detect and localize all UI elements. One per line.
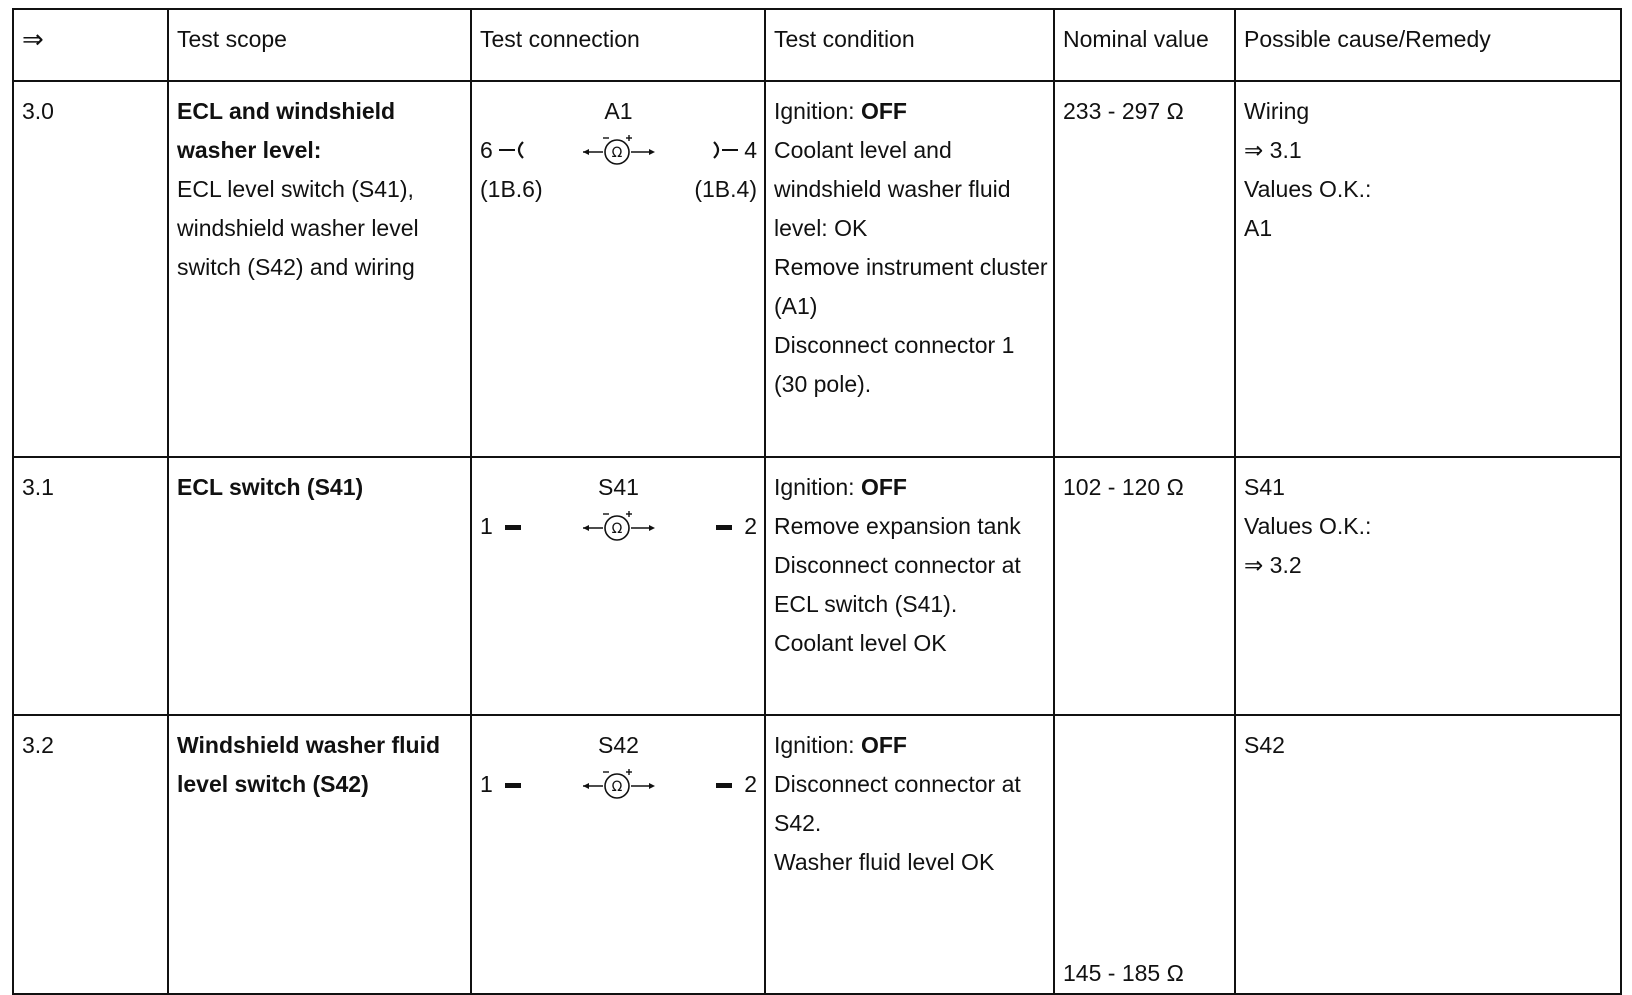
test-scope-title: washer level: <box>177 137 322 163</box>
header-row <box>13 9 1621 81</box>
test-condition-cell <box>765 81 1054 457</box>
pin-right <box>710 130 757 170</box>
test-scope-cell <box>168 715 471 994</box>
pin-left-number: 1 <box>480 770 493 797</box>
test-scope-cell <box>168 457 471 715</box>
condition-line: Remove instrument cluster <box>774 254 1048 280</box>
condition-line: (30 pole). <box>774 371 872 397</box>
plug-round-left-icon <box>499 130 527 170</box>
ignition-state: OFF <box>860 732 907 758</box>
test-connection-diagram <box>480 468 757 588</box>
pin-left <box>480 130 527 170</box>
test-connection-diagram <box>480 92 757 212</box>
table-row <box>13 81 1621 457</box>
component-label: A1 <box>604 98 633 124</box>
test-condition-cell <box>765 457 1054 715</box>
ignition-condition <box>774 468 1046 507</box>
plug-flat-right-icon <box>710 506 738 546</box>
test-scope-text: ECL level switch (S41), <box>177 176 414 202</box>
test-connection-cell <box>471 457 765 715</box>
pin-left <box>480 764 527 804</box>
test-scope-text: windshield washer level <box>177 215 419 241</box>
pin-left <box>480 506 527 546</box>
svg-text:Ω: Ω <box>611 779 622 795</box>
condition-line: Coolant level and <box>774 137 952 163</box>
nominal-value-cell <box>1054 715 1235 994</box>
possible-cause-cell <box>1235 457 1621 715</box>
condition-line: Disconnect connector 1 <box>774 332 1015 358</box>
condition-line: ECL switch (S41). <box>774 591 958 617</box>
test-scope-text: switch (S42) and wiring <box>177 254 415 280</box>
nominal-value: 145 - 185 Ω <box>1063 960 1184 986</box>
ohmmeter-icon <box>579 506 659 546</box>
test-table-sheet <box>12 8 1620 986</box>
plug-flat-left-icon <box>499 506 527 546</box>
test-connection-cell <box>471 715 765 994</box>
component-label: S42 <box>598 732 639 758</box>
condition-line: Disconnect connector at <box>774 771 1021 797</box>
cause-line: S42 <box>1244 732 1285 758</box>
test-connection-cell <box>471 81 765 457</box>
pin-right <box>710 764 757 804</box>
cause-line: A1 <box>1244 215 1273 241</box>
header-nominal-value: Nominal value <box>1054 9 1235 81</box>
nominal-value: 102 - 120 Ω <box>1063 474 1184 500</box>
ignition-condition <box>774 726 1046 765</box>
cause-line: ⇒ 3.2 <box>1244 552 1302 578</box>
pin-right-sublabel: (1B.4) <box>694 176 757 202</box>
condition-line: Disconnect connector at <box>774 552 1021 578</box>
cause-line: S41 <box>1244 474 1285 500</box>
ignition-label: Ignition: <box>774 98 861 124</box>
ignition-label: Ignition: <box>774 732 861 758</box>
header-test-condition: Test condition <box>765 9 1054 81</box>
nominal-value: 233 - 297 Ω <box>1063 98 1184 124</box>
condition-line: Washer fluid level OK <box>774 849 995 875</box>
possible-cause-cell <box>1235 715 1621 994</box>
plug-flat-left-icon <box>499 764 527 804</box>
test-scope-cell <box>168 81 471 457</box>
plug-flat-right-icon <box>710 764 738 804</box>
cause-line: Values O.K.: <box>1244 513 1372 539</box>
step-number: 3.0 <box>13 81 168 457</box>
ignition-label: Ignition: <box>774 474 861 500</box>
pin-right-number: 4 <box>744 136 757 163</box>
header-test-scope: Test scope <box>168 9 471 81</box>
nominal-value-cell <box>1054 81 1235 457</box>
header-possible-cause: Possible cause/Remedy <box>1235 9 1621 81</box>
table-row <box>13 715 1621 994</box>
possible-cause-cell <box>1235 81 1621 457</box>
pin-right-number: 2 <box>744 512 757 539</box>
test-condition-cell <box>765 715 1054 994</box>
condition-line: (A1) <box>774 293 818 319</box>
cause-line: ⇒ 3.1 <box>1244 137 1302 163</box>
svg-text:Ω: Ω <box>611 145 622 161</box>
condition-line: Remove expansion tank <box>774 513 1021 539</box>
ohmmeter-icon <box>579 764 659 804</box>
test-connection-diagram <box>480 726 757 846</box>
nominal-value-cell <box>1054 457 1235 715</box>
test-scope-title: level switch (S42) <box>177 771 369 797</box>
step-number: 3.1 <box>13 457 168 715</box>
pin-right <box>710 506 757 546</box>
ohmmeter-icon <box>579 130 659 170</box>
plug-round-right-icon <box>710 130 738 170</box>
header-step: ⇒ <box>13 9 168 81</box>
condition-line: windshield washer fluid <box>774 176 1011 202</box>
cause-line: Wiring <box>1244 98 1310 124</box>
table-row <box>13 457 1621 715</box>
condition-line: level: OK <box>774 215 868 241</box>
component-label: S41 <box>598 474 639 500</box>
step-number: 3.2 <box>13 715 168 994</box>
svg-text:Ω: Ω <box>611 521 622 537</box>
pin-left-number: 1 <box>480 512 493 539</box>
pin-left-sublabel: (1B.6) <box>480 176 543 202</box>
ignition-state: OFF <box>860 474 907 500</box>
ignition-state: OFF <box>860 98 907 124</box>
test-table <box>12 8 1622 995</box>
header-test-connection: Test connection <box>471 9 765 81</box>
condition-line: S42. <box>774 810 822 836</box>
cause-line: Values O.K.: <box>1244 176 1372 202</box>
test-scope-title: ECL and windshield <box>177 98 396 124</box>
pin-left-number: 6 <box>480 136 493 163</box>
test-scope-title: ECL switch (S41) <box>177 474 364 500</box>
condition-line: Coolant level OK <box>774 630 947 656</box>
pin-right-number: 2 <box>744 770 757 797</box>
ignition-condition <box>774 92 1046 131</box>
test-scope-title: Windshield washer fluid <box>177 732 441 758</box>
